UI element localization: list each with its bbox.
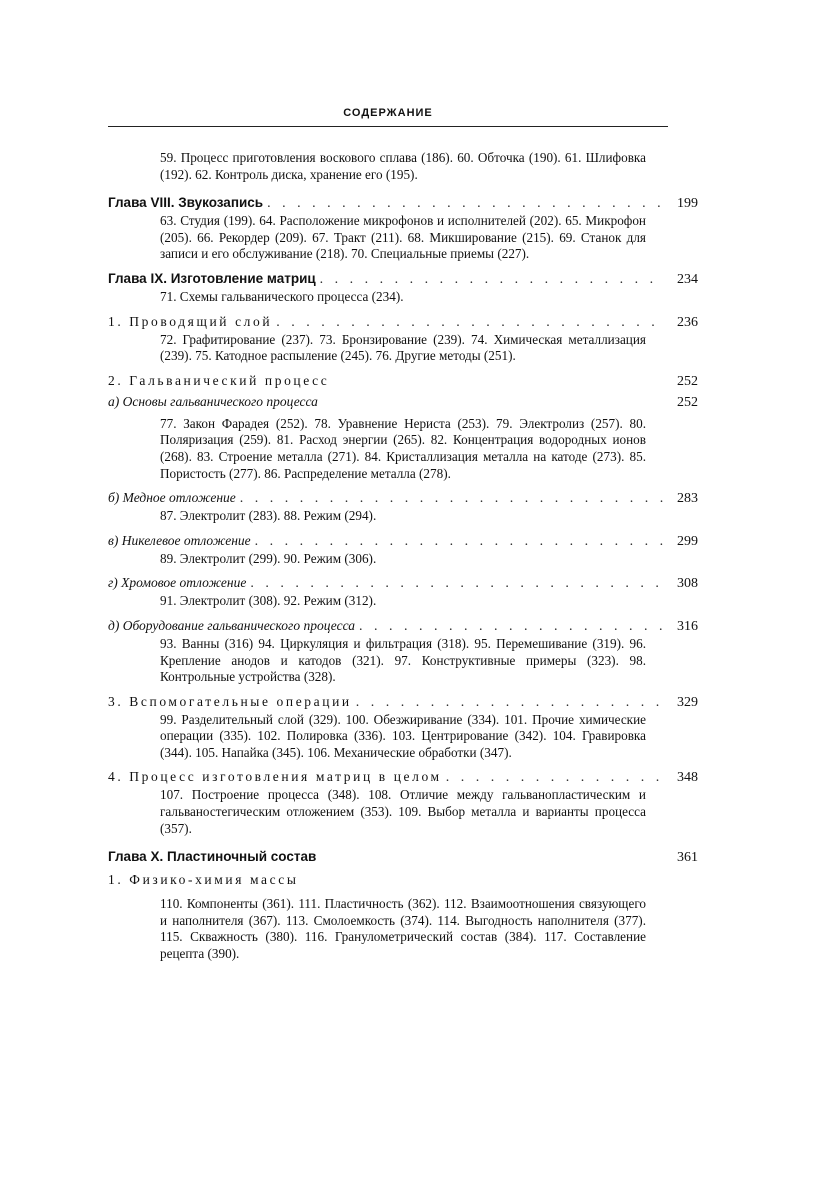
toc-entry-text: 91. Электролит (308). 92. Режим (312). bbox=[160, 593, 377, 609]
toc-entry-title: г) Хромовое отложение bbox=[108, 575, 247, 591]
toc-entry-subsection-a bbox=[108, 394, 698, 411]
dot-leader bbox=[236, 491, 664, 507]
toc-entry-title: а) Основы гальванического процесса bbox=[108, 393, 318, 409]
dot-leader bbox=[263, 196, 664, 212]
toc-entry-text: 63. Студия (199). 64. Расположение микрофонов и исполнителей (202). 65. Микрофон (205). 66. Рекордер (209). 67. Тракт (211). 68. Микширование (215). 69. Станок для записи и его обслуживание (218). 70. Специальные приемы (227). bbox=[160, 213, 646, 262]
toc-entry-text: 107. Построение процесса (348). 108. Отличие между гальванопластическим и гальваностегическим отложением (353). 109. Выбор металла и варианты процесса (357). bbox=[160, 787, 646, 836]
toc-entry-page: 236 bbox=[677, 314, 698, 330]
toc-entry-page: 252 bbox=[677, 373, 698, 389]
toc-entry-text: 77. Закон Фарадея (252). 78. Уравнение Нериста (253). 79. Электролиз (257). 80. Поляризация (259). 81. Расход энергии (265). 82. Концентрация водородных ионов (268). 83. Строение металла (271). 84. Кристаллизация металла на катоде (273). 85. Пористость (277). 86. Распределение металла (278). bbox=[160, 415, 646, 481]
toc-entry-page: 199 bbox=[677, 196, 698, 212]
dot-leader bbox=[272, 315, 664, 331]
toc-entry-section-2 bbox=[108, 373, 698, 390]
toc-entry-text: 72. Графитирование (237). 73. Бронзирование (239). 74. Химическая металлизация (239). 75. Катодное распыление (245). 76. Другие методы (251). bbox=[160, 331, 646, 364]
toc-entry-page: 252 bbox=[677, 394, 698, 410]
toc-entry-title: д) Оборудование гальванического процесса bbox=[108, 617, 355, 633]
dot-leader bbox=[246, 576, 664, 592]
toc-entry-chapter-9 bbox=[108, 271, 698, 288]
toc-entry-chapter-10 bbox=[108, 849, 698, 866]
toc-entry-chapter-8 bbox=[108, 195, 698, 212]
toc-entry-title: 1. Физико-химия массы bbox=[108, 872, 299, 888]
page-header: СОДЕРЖАНИЕ bbox=[343, 107, 433, 119]
toc-entry-page: 348 bbox=[677, 770, 698, 786]
toc-entry-subsection-d bbox=[108, 618, 698, 635]
toc-entry-title: 2. Гальванический процесс bbox=[108, 372, 330, 388]
toc-entry-text: 99. Разделительный слой (329). 100. Обезжиривание (334). 101. Прочие химические операции (335). 102. Полировка (336). 103. Центрирование (342). 104. Гравировка (344). 105. Напайка (345). 106. Механические обработки (347). bbox=[160, 711, 646, 760]
dot-leader bbox=[316, 272, 664, 288]
toc-entry-text: 93. Ванны (316) 94. Циркуляция и фильтрация (318). 95. Перемешивание (319). 96. Крепление анодов и катодов (321). 97. Конструктивные примеры (323). 98. Контрольные устройства (328). bbox=[160, 635, 646, 685]
dot-leader bbox=[442, 770, 664, 786]
dot-leader bbox=[352, 695, 664, 711]
toc-intro-text: 59. Процесс приготовления воскового сплава (186). 60. Обточка (190). 61. Шлифовка (192). 62. Контроль диска, хранение его (195). bbox=[160, 150, 646, 182]
toc-entry-text: 110. Компоненты (361). 111. Пластичность (362). 112. Взаимоотношения связующего и наполнителя (367). 113. Смолоемкость (374). 114. Выгодность наполнителя (377). 115. Скважность (380). 116. Гранулометрический состав (384). 117. Составление рецепта (390). bbox=[160, 896, 646, 962]
dot-leader bbox=[355, 619, 664, 635]
toc-entry-title: в) Никелевое отложение bbox=[108, 532, 251, 548]
toc-entry-section-1 bbox=[108, 314, 698, 331]
toc-entry-title: 3. Вспомогательные операции bbox=[108, 693, 352, 709]
toc-entry-title: Глава X. Пластиночный состав bbox=[108, 849, 317, 865]
toc-entry-subsection-b bbox=[108, 490, 698, 507]
toc-entry-page: 299 bbox=[677, 533, 698, 549]
toc-entry-page: 283 bbox=[677, 491, 698, 507]
table-of-contents bbox=[108, 150, 698, 963]
toc-entry-title: Глава IX. Изготовление матриц bbox=[108, 270, 316, 286]
toc-entry-subsection-v bbox=[108, 533, 698, 550]
toc-entry-section-4 bbox=[108, 769, 698, 786]
toc-entry-title: 1. Проводящий слой bbox=[108, 313, 273, 329]
toc-entry-page: 329 bbox=[677, 694, 698, 710]
toc-entry-section-10-1 bbox=[108, 872, 698, 888]
toc-entry-section-3 bbox=[108, 694, 698, 711]
toc-entry-title: б) Медное отложение bbox=[108, 490, 236, 506]
toc-entry-subsection-g bbox=[108, 575, 698, 592]
dot-leader bbox=[251, 534, 664, 550]
toc-entry-page: 308 bbox=[677, 576, 698, 592]
toc-entry-title: 4. Процесс изготовления матриц в целом bbox=[108, 769, 442, 785]
header-rule bbox=[108, 126, 668, 127]
toc-entry-text: 71. Схемы гальванического процесса (234). bbox=[160, 288, 404, 304]
toc-entry-page: 361 bbox=[677, 850, 698, 866]
toc-entry-page: 316 bbox=[677, 618, 698, 634]
toc-entry-page: 234 bbox=[677, 271, 698, 287]
toc-entry-text: 87. Электролит (283). 88. Режим (294). bbox=[160, 508, 377, 524]
toc-entry-text: 89. Электролит (299). 90. Режим (306). bbox=[160, 550, 377, 566]
toc-entry-title: Глава VIII. Звукозапись bbox=[108, 195, 264, 211]
